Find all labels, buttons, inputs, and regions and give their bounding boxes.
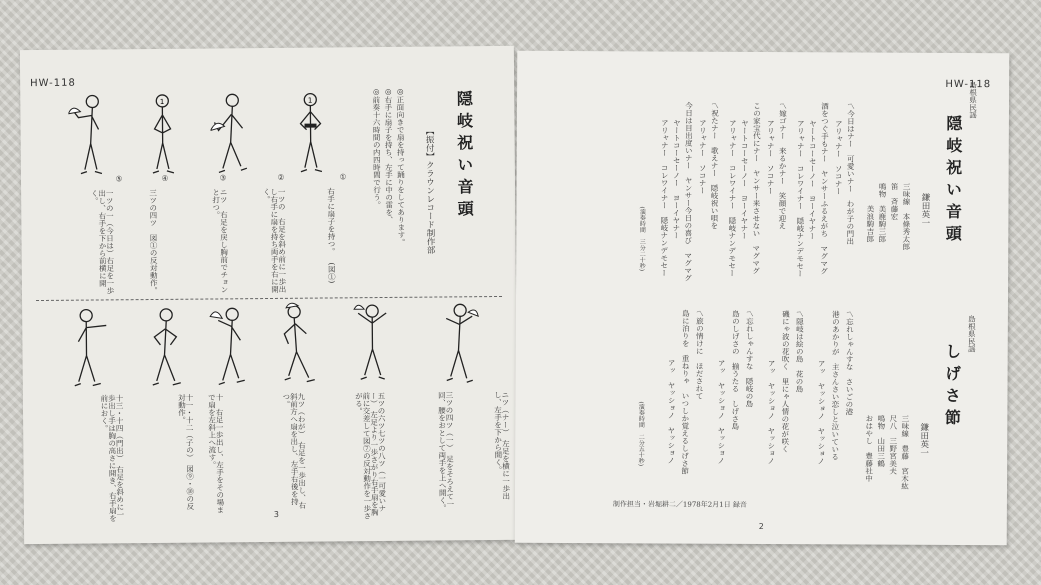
step-text: ④ — [160, 173, 170, 183]
step-text: ③ — [218, 173, 228, 183]
lyric-line: 〽祝たナー 歌えナー 隠岐祝い唄を — [709, 101, 720, 230]
lyric-line: 〽隠岐は絵の島 花の島 — [795, 310, 805, 393]
dance-figure-5 — [440, 298, 481, 388]
dance-figure-2 — [210, 90, 251, 183]
step-text: 十三・十四（門出） 右足を斜めに一歩出し手は胸の高さに開き、右手扇を前におく。 — [99, 394, 125, 522]
lyric-line: 〽忘れしゃんすな さいごの港 — [844, 310, 855, 416]
page-number: 2 — [758, 521, 764, 532]
note-2: ◎右手に扇子を持ち、左手に中の雷を、 — [383, 86, 394, 224]
lyric-line: アリャナー ソコナー — [698, 111, 708, 195]
step-text: 右手に扇子を持つ。 — [326, 187, 337, 255]
song1-title: 隠岐祝い音頭 — [943, 114, 963, 248]
lyric-line: アッ ヤッショノ ヤッショノ — [816, 352, 827, 465]
lyric-line: 〽嫁ゴナー 来るかナー 笑顔で迎え — [777, 102, 788, 230]
step-text: 一ツの一（今日は）右足を一歩出し、右手を下から前横に開く。 — [90, 189, 115, 295]
song1-duration: (演奏時間 三分二十秒) — [638, 206, 646, 272]
lyric-line: アリャナー コレワイナー 隠岐ナンデモセー — [659, 111, 670, 277]
lyric-line: アリャナー ソコナー — [766, 112, 776, 195]
song2-title: しげさ節 — [942, 342, 962, 432]
lyric-line: アッ ヤッショノ ヤッショノ — [766, 352, 777, 465]
step-text: 一ツの 右足を斜め前に一歩出し右手に扇を持ち両手を右に開く。 — [262, 187, 287, 293]
svg-text:1: 1 — [159, 97, 165, 106]
lyric-line: アッ ヤッショノ ヤッショノ — [666, 351, 677, 465]
dance-figure-1 — [290, 89, 331, 179]
choreography-credit: 【振付】クラウンレコード制作部 — [424, 126, 436, 255]
song2-credit: 鳴物 山田三鶴 — [876, 414, 886, 468]
dance-figure-3 — [142, 91, 183, 181]
production-credit: 制作担当・岩堀耕二／1978年2月1日 録音 — [612, 500, 747, 509]
step-text: ニツ（ナー） 左足を横に一歩出し、左手を下から開く。 — [493, 390, 511, 500]
song1-credit: 三味線 本條秀太郎 — [901, 182, 912, 251]
dance-figure-9 — [144, 301, 185, 391]
song2-duration: (演奏時間 二分五十秒) — [637, 401, 645, 467]
svg-text:1: 1 — [307, 96, 313, 105]
lyric-line: 島に泊りを 重ねりゃ いつしか覚えるしげさ節 — [680, 309, 691, 475]
note-1: ◎正面向きで扇を持って踊りをしてあります。 — [395, 86, 407, 246]
step-text: 十一・十二（子の） 図⑨・⑩の反対動作。 — [177, 393, 195, 510]
song2-composer: 鎌田英一 — [918, 422, 929, 457]
lyric-line: ヤートコーセーノー ヨーイヤナー — [807, 112, 818, 240]
step-text: 三ツの四ツ（一） 足をそろえて一回、腰をおとして両手を上へ開く。 — [437, 391, 455, 512]
dance-figure-7 — [278, 300, 319, 390]
song2-credit: 三味線 豊藤 宮木紘 — [900, 414, 910, 490]
catalog-code: HW-118 — [945, 78, 992, 91]
lyric-line: 〽今日はナー 可愛いナー わが子の門出 — [845, 102, 856, 245]
lyric-line: 港のあかりが 主さんさい恋しと泣いている — [830, 310, 841, 461]
step-text: 十 右足一歩出し、左手をその場まで扇を左斜上へ流す。 — [207, 393, 225, 514]
note-3: ◎前奏十六時間の内四時間で行う。 — [371, 87, 382, 209]
lyric-line: アリャナー コレワイナー 隠岐ナンデモセー — [727, 111, 738, 277]
step-text: ① — [338, 172, 348, 182]
page-number: 3 — [273, 509, 280, 519]
song1-credit: 笛 斉藤宏 — [889, 182, 900, 221]
lyric-line: ヤートコーセーノー ヨーイヤナー — [739, 111, 750, 240]
step-text: 三ツの四ツ 図①の反対動作。 — [148, 188, 159, 295]
song2-credit: 尺八 三野宮美夫 — [888, 414, 898, 475]
dance-figure-10 — [70, 301, 111, 391]
song1-composer: 鎌田英一 — [919, 192, 931, 227]
lyric-line: 今日は目出度いナー ヤンサー今日の喜び マグマグ — [683, 101, 694, 282]
step-text: ニツ 右足を戻し胸前でチョンと打つ。 — [211, 188, 229, 294]
page-title: 隠岐祝い音頭 — [454, 90, 475, 223]
lyric-line: 〽忘れしゃんすな 隠岐の島 — [744, 309, 755, 408]
right-page — [515, 51, 1010, 546]
lyric-line: アリャナー ソコナー — [834, 112, 844, 195]
step-fig-ref: (図①) — [327, 262, 337, 284]
song1-credit: 美浪駒吉郎 — [865, 182, 876, 243]
step-text: ⑤ — [114, 174, 124, 184]
song2-label: 島根県民謡 — [967, 315, 977, 353]
dance-figure-6 — [352, 299, 393, 389]
song2-credit: おはやし 豊藤社中 — [864, 414, 874, 483]
song1-credit: 鳴物 美鹿駒三郎 — [877, 182, 888, 243]
lyric-line: 島のしげさの 揃うたる しげさ島 — [730, 309, 741, 430]
song1-label: 島根県民謡 — [968, 81, 978, 119]
dance-figure-4 — [68, 91, 109, 181]
left-page — [20, 46, 518, 544]
step-text: 五ツの六ツ七ツの八ツ（一可愛いナー） 左足より一歩さがり右手扇を胸前に交差して図⑦の反対動作を一歩さがる。 — [354, 391, 387, 520]
dance-figure-8 — [208, 300, 249, 390]
lyric-line: 〽旅の情けに ほだされて — [694, 309, 705, 400]
step-text: ② — [276, 172, 286, 182]
lyric-line: ヤートコーセーノー ヨーイヤナー — [671, 111, 682, 240]
lyric-line: アリャナー コレワイナー 隠岐ナンデモセー — [795, 112, 806, 278]
lyric-line: この家宝代にナー ヤンサー来させない マグマグ — [751, 101, 762, 275]
step-text: 九ツ（わが） 右足を一歩出し、右斜前方へ扇を出し、左手右後を持つ。 — [281, 392, 307, 510]
lyric-line: アッ ヤッショノ ヤッショノ — [716, 351, 727, 465]
lyric-line: 磯にゃ波の花吹く 里にゃ人情の花が咲く — [780, 310, 791, 453]
catalog-code: HW-118 — [30, 77, 76, 90]
lyric-line: 酒をつぐ手もナー ヤンサーふるえがち マグマグ — [819, 102, 830, 275]
